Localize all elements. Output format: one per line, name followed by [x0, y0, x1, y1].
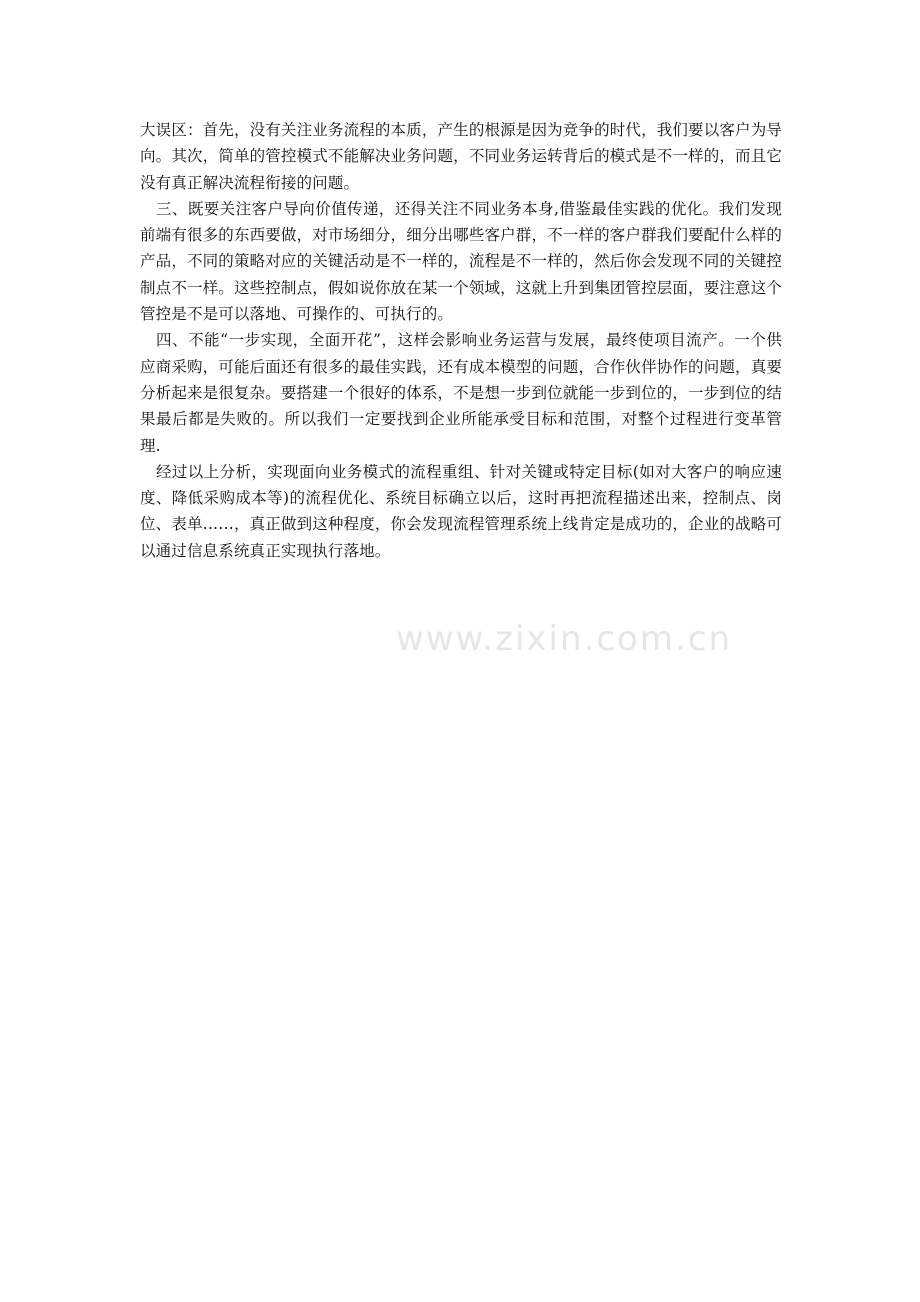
paragraph-1: 大误区：首先，没有关注业务流程的本质，产生的根源是因为竞争的时代，我们要以客户为导向。其次，简单的管控模式不能解决业务问题，不同业务运转背后的模式是不一样的，而且它没有真正解决流程衔接的问题。 [140, 121, 782, 192]
watermark-text: www.zixin.com.cn [396, 619, 732, 659]
document-body [140, 117, 782, 564]
paragraph-4: 经过以上分析，实现面向业务模式的流程重组、针对关键或特定目标(如对大客户的响应速度、降低采购成本等)的流程优化、系统目标确立以后，这时再把流程描述出来，控制点、岗位、表单……，真正做到这种程度，你会发现流程管理系统上线肯定是成功的，企业的战略可以通过信息系统真正实现执行落地。 [140, 462, 782, 560]
paragraph-3: 四、不能“一步实现，全面开花”，这样会影响业务运营与发展，最终使项目流产。一个供应商采购，可能后面还有很多的最佳实践，还有成本模型的问题，合作伙伴协作的问题，真要分析起来是很复杂。要搭建一个很好的体系，不是想一步到位就能一步到位的，一步到位的结果最后都是失败的。所以我们一定要找到企业所能承受目标和范围，对整个过程进行变革管理. [140, 331, 782, 455]
paragraph-2: 三、既要关注客户导向价值传递，还得关注不同业务本身,借鉴最佳实践的优化。我们发现前端有很多的东西要做，对市场细分，细分出哪些客户群，不一样的客户群我们要配什么样的产品，不同的策略对应的关键活动是不一样的，流程是不一样的，然后你会发现不同的关键控制点不一样。这些控制点，假如说你放在某一个领域，这就上升到集团管控层面，要注意这个管控是不是可以落地、可操作的、可执行的。 [140, 199, 782, 324]
